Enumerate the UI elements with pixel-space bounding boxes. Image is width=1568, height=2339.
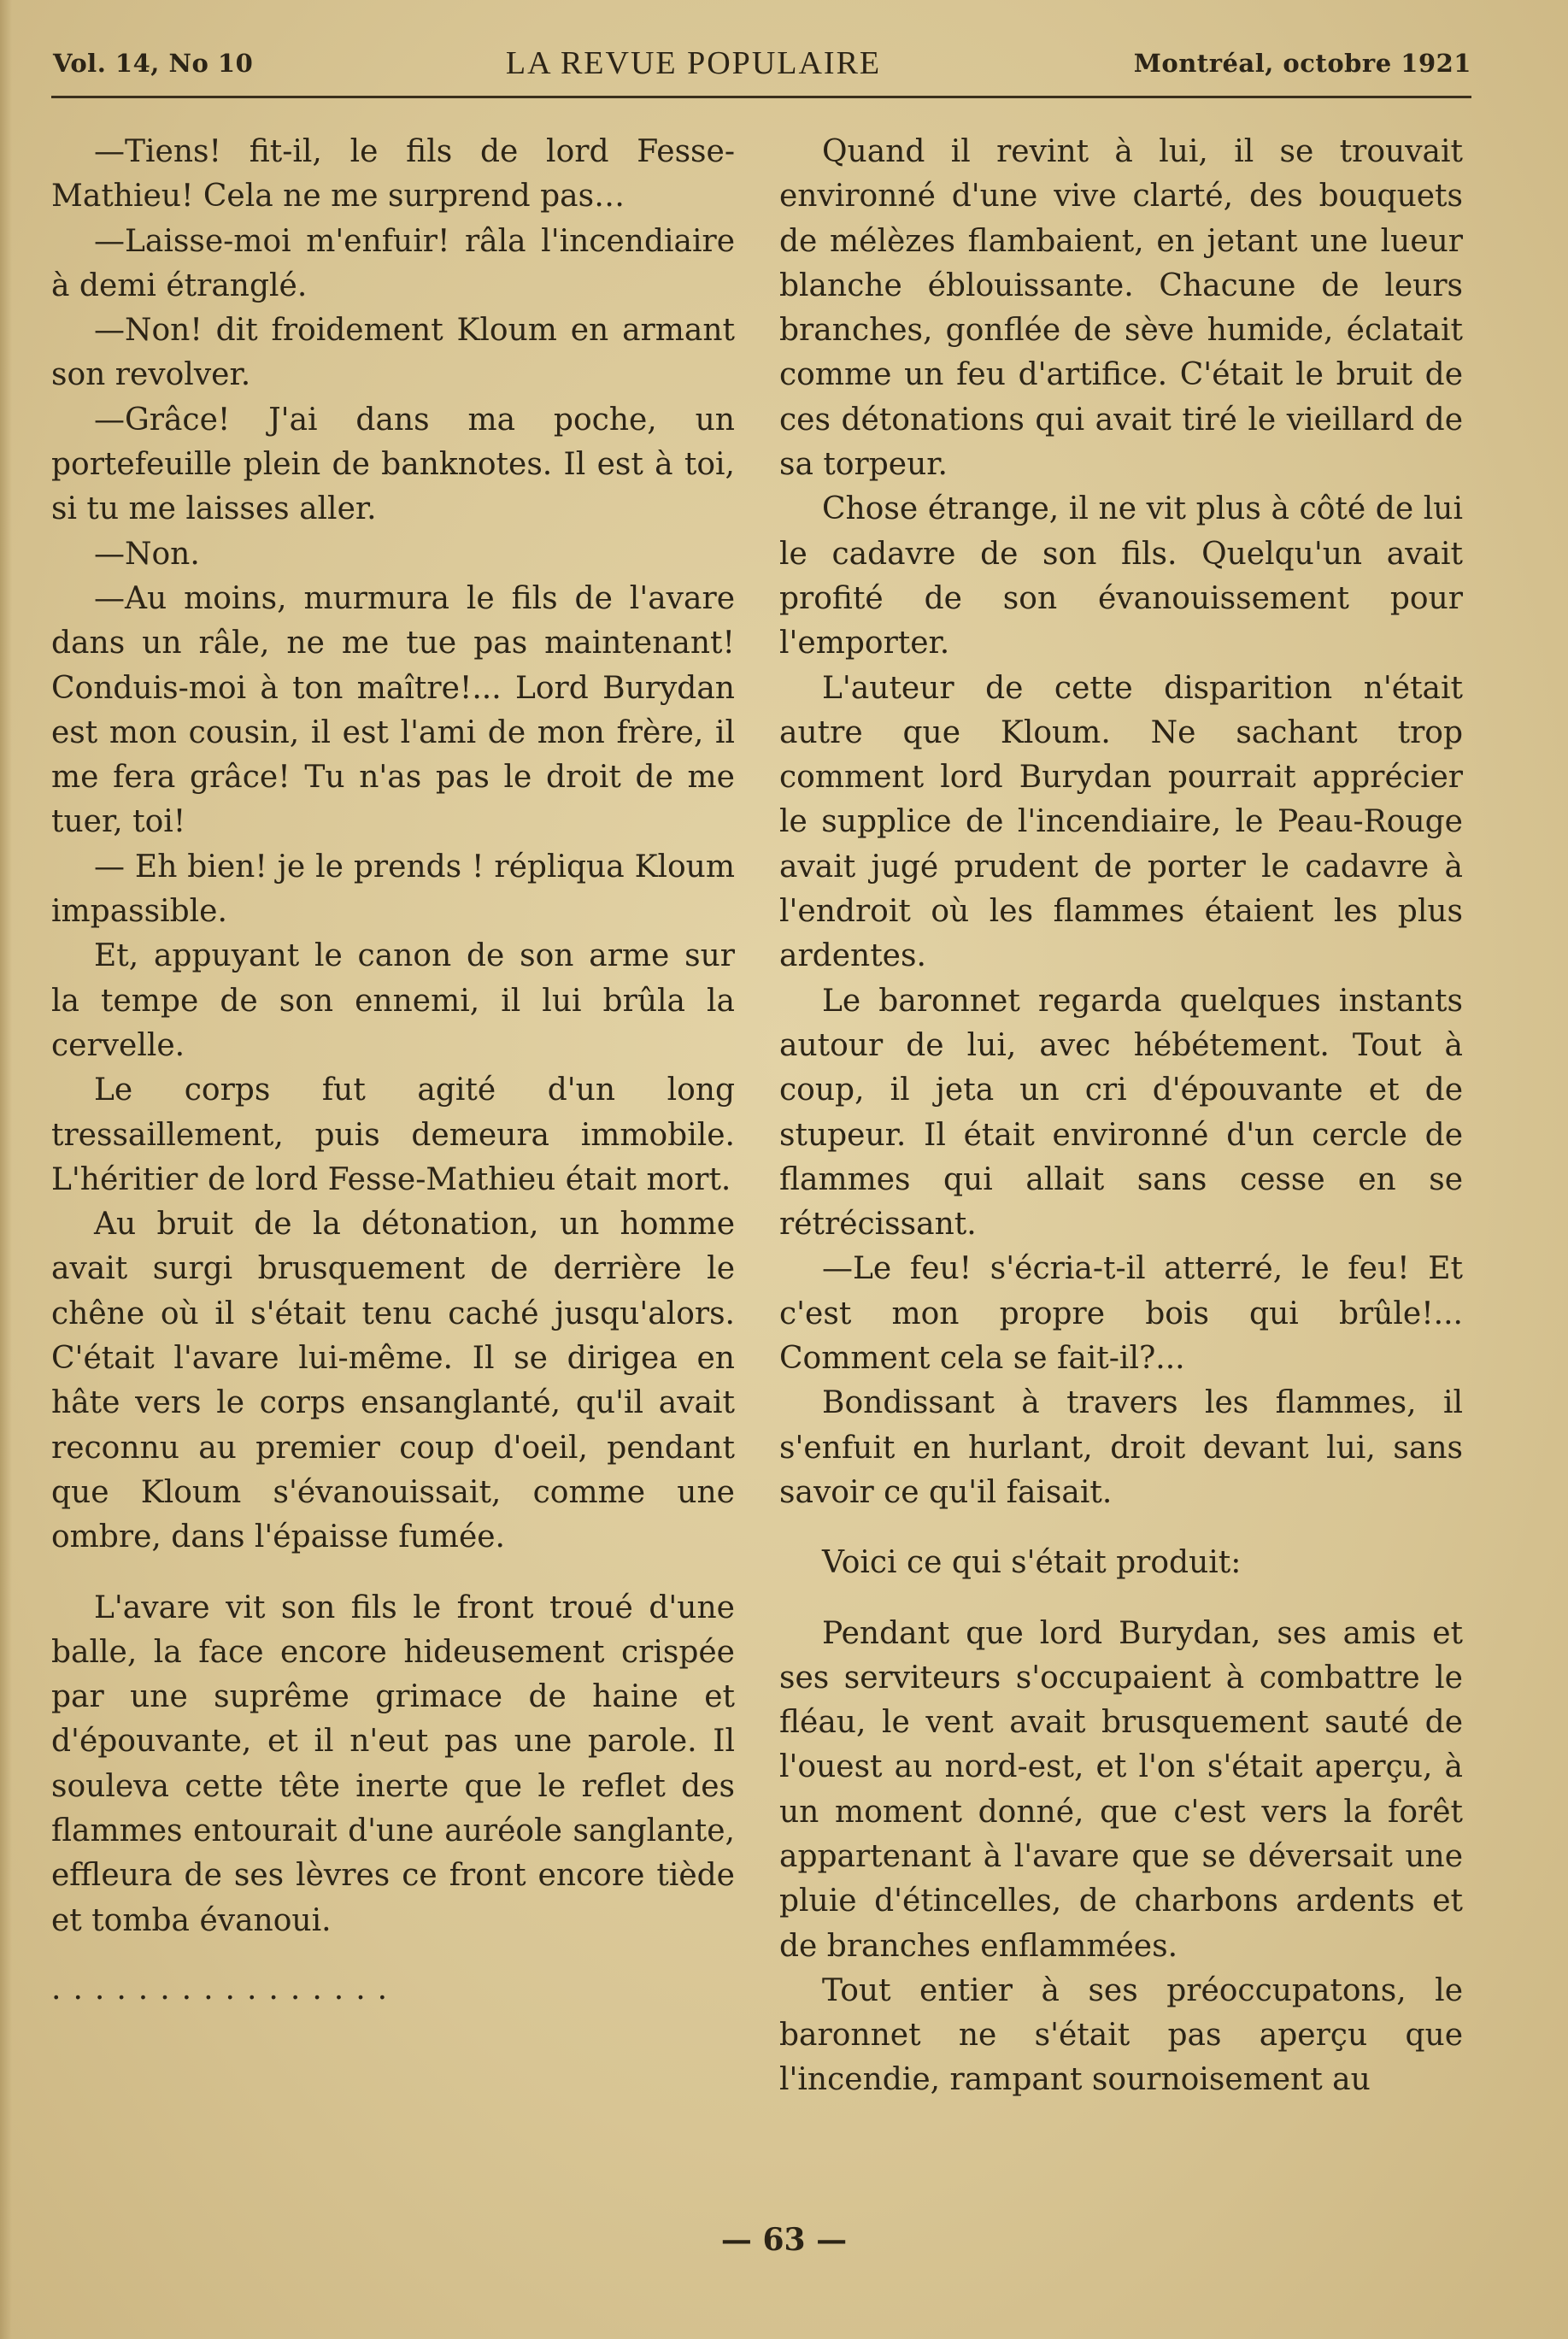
page-header — [53, 43, 1471, 84]
paragraph: —Laisse-moi m'enfuir! râla l'incendiaire à demi étranglé. — [51, 223, 735, 303]
paragraph: Bondissant à travers les flammes, il s'enfuit en hurlant, droit devant lui, sans savoir ce qu'il faisait. — [779, 1385, 1463, 1510]
page-edge — [0, 0, 12, 2339]
paragraph: Le baronnet regarda quelques instants autour de lui, avec hébétement. Tout à coup, il jeta un cri d'épouvante et de stupeur. Il était environné d'un cercle de flammes qui allait sans cesse en se rétrécissant. — [779, 983, 1463, 1243]
right-column — [779, 130, 1463, 2103]
paragraph: Tout entier à ses préoccupatons, le baronnet ne s'était pas aperçu que l'incendie, rampant sournoisement au — [779, 1972, 1463, 2098]
paragraph: Quand il revint à lui, il se trouvait environné d'une vive clarté, des bouquets de mélèzes flambaient, en jetant une lueur blanche éblouissante. Chacune de leurs branches, gonflée de sève humide, éclatait comme un feu d'artifice. C'était le bruit de ces détonations qui avait tiré le vieillard de sa torpeur. — [779, 134, 1463, 483]
left-column — [51, 130, 735, 2012]
paragraph: —Non! dit froidement Kloum en armant son revolver. — [51, 313, 735, 393]
paragraph: Et, appuyant le canon de son arme sur la tempe de son ennemi, il lui brûla la cervelle. — [51, 938, 735, 1063]
paragraph: Chose étrange, il ne vit plus à côté de lui le cadavre de son fils. Quelqu'un avait profité de son évanouissement pour l'emporter. — [779, 491, 1463, 661]
paragraph: —Grâce! J'ai dans ma poche, un portefeuille plein de banknotes. Il est à toi, si tu me laisses aller. — [51, 402, 735, 527]
paragraph: Pendant que lord Burydan, ses amis et ses serviteurs s'occupaient à combattre le fléau, le vent avait brusquement sauté de l'ouest au nord-est, et l'on s'était aperçu, à un moment donné, que c'est vers la forêt appartenant à l'avare que se déversait une pluie d'étincelles, de charbons ardents et de branches enflammées. — [779, 1615, 1463, 1964]
page-number: — 63 — — [720, 2222, 848, 2258]
paragraph: —Le feu! s'écria-t-il atterré, le feu! Et c'est mon propre bois qui brûle!... Comment cela se fait-il?... — [779, 1251, 1463, 1377]
paragraph: Le corps fut agité d'un long tressaillement, puis demeura immobile. L'héritier de lord Fesse-Mathieu était mort. — [51, 1073, 735, 1197]
paragraph: L'auteur de cette disparition n'était autre que Kloum. Ne sachant trop comment lord Burydan pourrait apprécier le supplice de l'incendiaire, le Peau-Rouge avait jugé prudent de porter le cadavre à l'endroit où les flammes étaient les plus ardentes. — [779, 670, 1463, 974]
paragraph: — Eh bien! je le prends ! répliqua Kloum impassible. — [51, 849, 735, 930]
paragraph: —Au moins, murmura le fils de l'avare dans un râle, ne me tue pas maintenant! Conduis-moi à ton maître!... Lord Burydan est mon cousin, il est l'ami de mon frère, il me fera grâce! Tu n'as pas le droit de me tuer, toi! — [51, 580, 735, 840]
header-rule — [51, 96, 1471, 98]
paragraph: —Non. — [94, 536, 200, 572]
publication-title: LA REVUE POPULAIRE — [505, 45, 882, 81]
paragraph: Voici ce qui s'était produit: — [822, 1545, 1242, 1581]
dateline: Montréal, octobre 1921 — [1133, 49, 1471, 78]
paragraph: Au bruit de la détonation, un homme avait surgi brusquement de derrière le chêne où il s'était tenu caché jusqu'alors. C'était l'avare lui-même. Il se dirigea en hâte vers le corps ensanglanté, qu'il avait reconnu au premier coup d'oeil, pendant que Kloum s'évanouissait, comme une ombre, dans l'épaisse fumée. — [51, 1207, 735, 1555]
paragraph: L'avare vit son fils le front troué d'une balle, la face encore hideusement crispée par une suprême grimace de haine et d'épouvante, et il n'eut pas une parole. Il souleva cette tête inerte que le reflet des flammes entourait d'une auréole sanglante, effleura de ses lèvres ce front encore tiède et tomba évanoui. — [51, 1590, 735, 1938]
section-break-dots: ................ — [51, 1971, 400, 2007]
paragraph: —Tiens! fit-il, le fils de lord Fesse-Mathieu! Cela ne me surprend pas… — [51, 134, 735, 215]
volume-number: Vol. 14, No 10 — [53, 49, 254, 78]
